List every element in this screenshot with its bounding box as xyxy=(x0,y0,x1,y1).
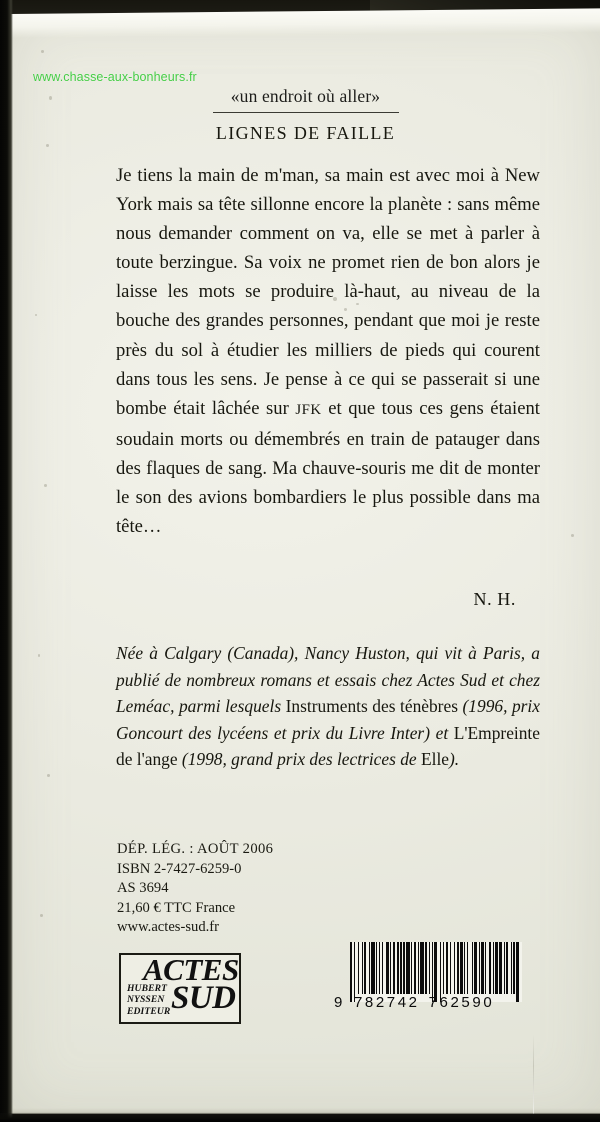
logo-sub-line-2: NYSSEN xyxy=(127,994,165,1006)
logo-sub-line-3: EDITEUR xyxy=(127,1005,171,1017)
book-title: LIGNES DE FAILLE xyxy=(215,123,396,143)
paper-crease xyxy=(533,1034,534,1114)
collection-name: «un endroit où aller» xyxy=(230,86,381,106)
bio-part-4: ). xyxy=(449,749,460,770)
paper-speckle xyxy=(41,50,44,53)
price-line: 21,60 € TTC France xyxy=(117,899,236,916)
bio-book-title-2: L'Empreinte de l'ange xyxy=(116,722,540,770)
bio-magazine-title: Elle xyxy=(420,749,449,770)
excerpt-part-2: et que tous ces gens étaient soudain morts ou démembrés en train de patauger dans des flaques de sang. Ma chauve-souris me dit de monter le son des avions bombardiers le plus possible dans ma tête… xyxy=(116,397,540,538)
paper-speckle xyxy=(46,144,49,147)
bio-part-3: (1998, grand prix des lectrices de xyxy=(177,749,421,770)
back-cover-excerpt xyxy=(116,161,540,541)
cover-header xyxy=(11,86,600,144)
isbn-line: ISBN 2-7427-6259-0 xyxy=(117,860,242,877)
barcode-lead-digit: 9 xyxy=(334,994,345,1011)
logo-sud-word: SUD xyxy=(171,980,236,1016)
site-watermark: www.chasse-aux-bonheurs.fr xyxy=(33,70,197,84)
bio-part-2: (1996, prix Goncourt des lycéens et prix du Livre Inter) et xyxy=(116,696,540,743)
barcode-digits xyxy=(334,994,524,1011)
actes-sud-logo xyxy=(119,953,241,1024)
paper-speckle xyxy=(38,654,40,657)
legal-deposit-line: DÉP. LÉG. : AOÛT 2006 xyxy=(117,841,274,857)
reference-line: AS 3694 xyxy=(117,880,169,897)
ean13-barcode xyxy=(334,942,522,1020)
bio-part-1: Née à Calgary (Canada), Nancy Huston, qui vit à Paris, a publié de nombreux romans et essais chez Actes Sud et chez Leméac, parmi lesquels xyxy=(116,643,540,717)
logo-actes-word: ACTES xyxy=(143,953,239,987)
bio-book-title-1: Instruments des ténèbres xyxy=(285,696,458,717)
paper-speckle xyxy=(44,484,47,487)
paper-speckle xyxy=(40,914,43,917)
publisher-website: www.actes-sud.fr xyxy=(117,919,219,936)
bottom-edge-dark-line xyxy=(0,1113,600,1122)
author-biography xyxy=(116,640,540,773)
logo-imprint-lines xyxy=(127,983,170,1017)
cover-top-edge-highlight xyxy=(11,8,600,38)
paper-speckle xyxy=(35,314,37,316)
paper-speckle xyxy=(571,534,574,537)
paper-speckle xyxy=(47,774,50,777)
excerpt-jfk-smallcaps: JFK xyxy=(295,401,322,418)
barcode-left-group: 782742 xyxy=(353,994,420,1011)
left-edge-shadow-strip xyxy=(0,0,13,1122)
excerpt-part-1: Je tiens la main de m'man, sa main est avec moi à New York mais sa tête sillonne encore la planète : sans même nous demander comment on va, elle se met à parler à toute berzingue. Sa voix ne promet rien de bon alors je laisse les mots se produire là-haut, au niveau de la bouche des grandes personnes, pendant que moi je reste près du sol à étudier les milliers de pieds qui courent dans tous les sens. Je pense à ce qui se passerait si une bombe était lâchée sur xyxy=(116,165,540,419)
logo-sub-line-1: HUBERT xyxy=(127,983,168,994)
barcode-right-group: 762590 xyxy=(428,994,495,1011)
barcode-bars xyxy=(350,942,522,1002)
book-cover-sheet xyxy=(11,14,600,1114)
colophon-block xyxy=(117,840,273,938)
author-initials-signature: N. H. xyxy=(473,589,516,609)
header-divider-rule xyxy=(213,112,399,113)
